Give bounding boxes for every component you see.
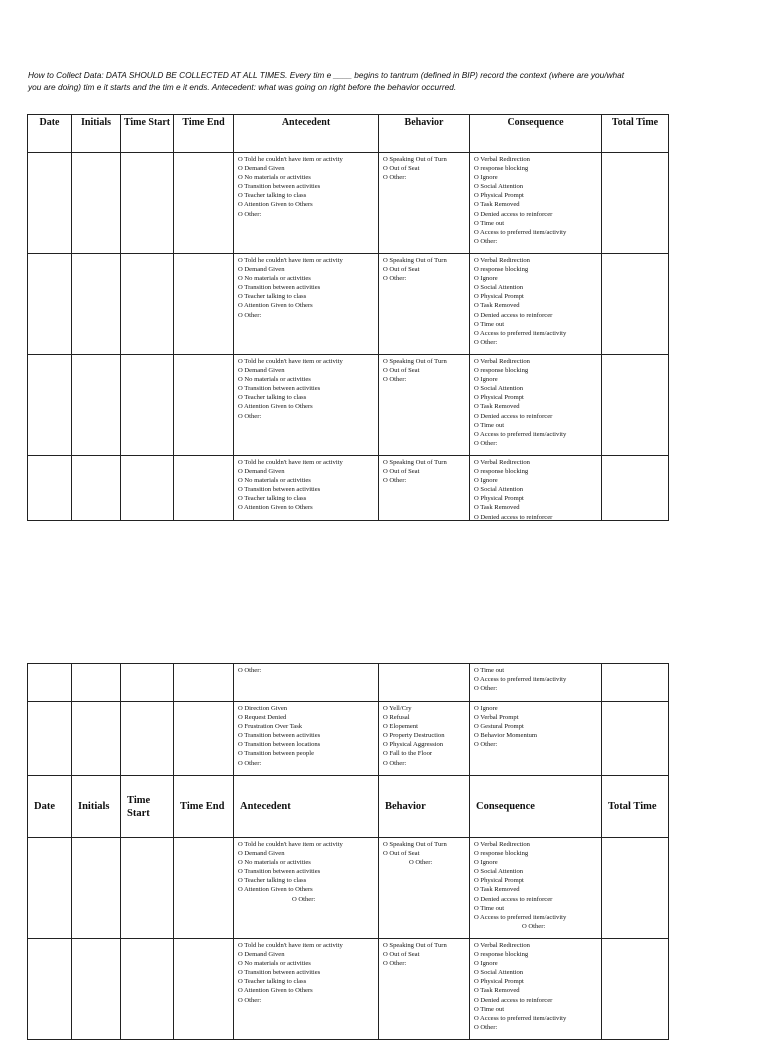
total-time-cell[interactable]: [602, 456, 669, 521]
antecedent-option[interactable]: O Demand Given: [238, 468, 285, 476]
header-consequence: Consequence: [470, 115, 602, 153]
behavior-option[interactable]: O Physical Aggression: [383, 741, 444, 749]
consequence-option[interactable]: O Denied access to reinforcer: [474, 996, 553, 1004]
date-cell[interactable]: [28, 153, 72, 254]
antecedent-option[interactable]: O Attention Given to Others: [238, 403, 313, 411]
behavior-option[interactable]: O Other:: [383, 960, 407, 968]
date-cell[interactable]: [28, 702, 72, 776]
table-row: [28, 355, 669, 456]
consequence-option[interactable]: O Ignore: [474, 705, 498, 712]
header-initials: Initials: [72, 776, 121, 838]
behavior-cell: [379, 939, 470, 1040]
consequence-option[interactable]: O Access to preferred item/activity: [474, 228, 567, 236]
header-time-end: Time End: [174, 776, 234, 838]
data-table-page-1: [27, 114, 669, 521]
consequence-option[interactable]: O Denied access to reinforcer: [474, 412, 553, 420]
behavior-cell: [379, 664, 470, 702]
consequence-option[interactable]: O Task Removed: [474, 201, 520, 209]
table-row: [28, 153, 669, 254]
time-start-cell[interactable]: [121, 838, 174, 939]
antecedent-option[interactable]: O Transition between activities: [238, 486, 321, 494]
consequence-option[interactable]: O response blocking: [474, 850, 529, 858]
consequence-option[interactable]: O Task Removed: [474, 302, 520, 310]
table-row-continued: [28, 664, 669, 702]
consequence-option[interactable]: O Physical Prompt: [474, 293, 524, 301]
behavior-option[interactable]: O Other:: [383, 477, 407, 485]
antecedent-cell: [234, 664, 379, 702]
time-start-cell[interactable]: [121, 939, 174, 1040]
total-time-cell[interactable]: [602, 664, 669, 702]
consequence-option[interactable]: O Gestural Prompt: [474, 723, 524, 731]
consequence-option[interactable]: O Other:: [522, 922, 546, 930]
antecedent-option[interactable]: O No materials or activities: [238, 174, 311, 182]
consequence-option[interactable]: O Time out: [474, 320, 505, 328]
time-end-cell[interactable]: [174, 939, 234, 1040]
consequence-option[interactable]: O Denied access to reinforcer: [474, 311, 553, 319]
behavior-option[interactable]: O Speaking Out of Turn: [383, 257, 447, 264]
behavior-option[interactable]: O Elopement: [383, 723, 418, 731]
header-time-end: Time End: [174, 115, 234, 153]
header-antecedent: Antecedent: [234, 776, 379, 838]
antecedent-option[interactable]: O Transition between activities: [238, 969, 321, 977]
total-time-cell[interactable]: [602, 355, 669, 456]
consequence-cell: [470, 355, 602, 456]
consequence-cell: [470, 939, 602, 1040]
antecedent-option[interactable]: O Transition between people: [238, 750, 315, 758]
time-end-cell[interactable]: [174, 702, 234, 776]
instructions-line-2: you are doing) tim e it starts and the tim e it ends. Antecedent: what was going on right before the behavior occurred.: [28, 82, 457, 92]
consequence-option[interactable]: O Task Removed: [474, 987, 520, 995]
consequence-option[interactable]: O Other:: [474, 1023, 498, 1031]
antecedent-option[interactable]: O Told he couldn't have item or activity: [238, 358, 343, 365]
consequence-option[interactable]: O Task Removed: [474, 504, 520, 512]
consequence-option[interactable]: O Task Removed: [474, 886, 520, 894]
header-initials: Initials: [72, 115, 121, 153]
antecedent-option[interactable]: O Told he couldn't have item or activity: [238, 942, 343, 949]
time-start-cell[interactable]: [121, 254, 174, 355]
antecedent-option[interactable]: O Told he couldn't have item or activity: [238, 156, 343, 163]
behavior-option[interactable]: O Other:: [409, 859, 433, 867]
initials-cell[interactable]: [72, 355, 121, 456]
consequence-option[interactable]: O Other:: [474, 685, 498, 693]
consequence-option[interactable]: O Access to preferred item/activity: [474, 1014, 567, 1022]
initials-cell[interactable]: [72, 702, 121, 776]
header-time-start: Time Start: [121, 115, 174, 153]
consequence-option[interactable]: O Physical Prompt: [474, 394, 524, 402]
consequence-option[interactable]: O Social Attention: [474, 486, 524, 494]
total-time-cell[interactable]: [602, 939, 669, 1040]
antecedent-option[interactable]: O Request Denied: [238, 714, 287, 722]
time-end-cell[interactable]: [174, 456, 234, 521]
total-time-cell[interactable]: [602, 838, 669, 939]
consequence-cell: [470, 664, 602, 702]
antecedent-cell: [234, 153, 379, 254]
antecedent-option[interactable]: O Transition between activities: [238, 284, 321, 292]
behavior-option[interactable]: O Speaking Out of Turn: [383, 459, 447, 466]
consequence-option[interactable]: O Physical Prompt: [474, 978, 524, 986]
antecedent-option[interactable]: O Attention Given to Others: [238, 302, 313, 310]
consequence-option[interactable]: O Ignore: [474, 960, 498, 968]
consequence-option[interactable]: O Social Attention: [474, 183, 524, 191]
consequence-option[interactable]: O Access to preferred item/activity: [474, 913, 567, 921]
behavior-option[interactable]: O Out of Seat: [383, 468, 420, 476]
table-row-alt: [28, 702, 669, 776]
consequence-option[interactable]: O Verbal Redirection: [474, 156, 530, 163]
consequence-option[interactable]: O Verbal Redirection: [474, 942, 530, 949]
consequence-option[interactable]: O Verbal Redirection: [474, 459, 530, 466]
header-date: Date: [28, 776, 72, 838]
table-row: [28, 254, 669, 355]
time-end-cell[interactable]: [174, 153, 234, 254]
consequence-cell: [470, 254, 602, 355]
behavior-cell: [379, 254, 470, 355]
header-total-time: Total Time: [602, 115, 669, 153]
antecedent-option[interactable]: O Told he couldn't have item or activity: [238, 841, 343, 848]
initials-cell[interactable]: [72, 664, 121, 702]
behavior-option[interactable]: O Out of Seat: [383, 367, 420, 375]
header-antecedent: Antecedent: [234, 115, 379, 153]
initials-cell[interactable]: [72, 939, 121, 1040]
antecedent-option[interactable]: O No materials or activities: [238, 376, 311, 384]
behavior-cell: [379, 456, 470, 521]
data-table-page-2: [27, 663, 669, 1040]
consequence-option[interactable]: O Access to preferred item/activity: [474, 430, 567, 438]
total-time-cell[interactable]: [602, 254, 669, 355]
behavior-option[interactable]: O Yell/Cry: [383, 705, 412, 712]
antecedent-cell: [234, 702, 379, 776]
antecedent-option[interactable]: O Demand Given: [238, 951, 285, 959]
antecedent-option[interactable]: O Other:: [238, 412, 262, 420]
total-time-cell[interactable]: [602, 702, 669, 776]
antecedent-option[interactable]: O Told he couldn't have item or activity: [238, 459, 343, 466]
antecedent-option[interactable]: O No materials or activities: [238, 859, 311, 867]
behavior-option[interactable]: O Property Destruction: [383, 732, 445, 740]
initials-cell[interactable]: [72, 838, 121, 939]
header-time-start: Time Start: [121, 776, 174, 838]
consequence-option[interactable]: O Ignore: [474, 275, 498, 283]
instructions: [28, 69, 743, 93]
consequence-option[interactable]: O response blocking: [474, 367, 529, 375]
behavior-option[interactable]: O Speaking Out of Turn: [383, 942, 447, 949]
consequence-option[interactable]: O Time out: [474, 667, 505, 674]
consequence-option[interactable]: O Task Removed: [474, 403, 520, 411]
antecedent-option[interactable]: O Teacher talking to class: [238, 877, 307, 885]
date-cell[interactable]: [28, 939, 72, 1040]
table-row: [28, 838, 669, 939]
consequence-option[interactable]: O Denied access to reinforcer: [474, 210, 553, 218]
date-cell[interactable]: [28, 664, 72, 702]
consequence-option[interactable]: O response blocking: [474, 266, 529, 274]
time-start-cell[interactable]: [121, 456, 174, 521]
antecedent-option[interactable]: O Teacher talking to class: [238, 293, 307, 301]
behavior-option[interactable]: O Refusal: [383, 714, 410, 722]
antecedent-cell: [234, 838, 379, 939]
consequence-cell: [470, 702, 602, 776]
consequence-option[interactable]: O Time out: [474, 421, 505, 429]
antecedent-option[interactable]: O Attention Given to Others: [238, 504, 313, 512]
initials-cell[interactable]: [72, 254, 121, 355]
time-end-cell[interactable]: [174, 355, 234, 456]
antecedent-option[interactable]: O Teacher talking to class: [238, 978, 307, 986]
consequence-option[interactable]: O Physical Prompt: [474, 495, 524, 503]
consequence-option[interactable]: O Time out: [474, 1005, 505, 1013]
antecedent-option[interactable]: O Attention Given to Others: [238, 886, 313, 894]
behavior-cell: [379, 838, 470, 939]
time-start-cell[interactable]: [121, 355, 174, 456]
consequence-cell: [470, 456, 602, 521]
date-cell[interactable]: [28, 254, 72, 355]
antecedent-option[interactable]: O Demand Given: [238, 165, 285, 173]
antecedent-option[interactable]: O Direction Given: [238, 705, 288, 712]
behavior-option[interactable]: O Out of Seat: [383, 951, 420, 959]
consequence-option[interactable]: O Time out: [474, 219, 505, 227]
consequence-option[interactable]: O Other:: [474, 741, 498, 749]
behavior-option[interactable]: O Speaking Out of Turn: [383, 156, 447, 163]
behavior-option[interactable]: O Out of Seat: [383, 165, 420, 173]
behavior-cell: [379, 702, 470, 776]
total-time-cell[interactable]: [602, 153, 669, 254]
antecedent-option[interactable]: O No materials or activities: [238, 477, 311, 485]
consequence-option[interactable]: O Denied access to reinforcer: [474, 895, 553, 903]
consequence-option[interactable]: O Social Attention: [474, 284, 524, 292]
time-start-cell[interactable]: [121, 702, 174, 776]
consequence-option[interactable]: O Other:: [474, 338, 498, 346]
behavior-option[interactable]: O Speaking Out of Turn: [383, 841, 447, 848]
header-behavior: Behavior: [379, 776, 470, 838]
consequence-option[interactable]: O Verbal Redirection: [474, 358, 530, 365]
antecedent-cell: [234, 355, 379, 456]
date-cell[interactable]: [28, 456, 72, 521]
antecedent-option[interactable]: O Demand Given: [238, 367, 285, 375]
time-end-cell[interactable]: [174, 254, 234, 355]
consequence-option[interactable]: O response blocking: [474, 165, 529, 173]
behavior-option[interactable]: O Fall to the Floor: [383, 750, 433, 758]
consequence-option[interactable]: O Ignore: [474, 477, 498, 485]
consequence-option[interactable]: O Verbal Prompt: [474, 714, 519, 722]
antecedent-option[interactable]: O Demand Given: [238, 266, 285, 274]
antecedent-option[interactable]: O Attention Given to Others: [238, 987, 313, 995]
antecedent-option[interactable]: O No materials or activities: [238, 960, 311, 968]
antecedent-option[interactable]: O Other:: [238, 210, 262, 218]
consequence-option[interactable]: O Social Attention: [474, 969, 524, 977]
antecedent-option[interactable]: O Transition between activities: [238, 868, 321, 876]
initials-cell[interactable]: [72, 153, 121, 254]
behavior-option[interactable]: O Out of Seat: [383, 266, 420, 274]
consequence-option[interactable]: O Other:: [474, 237, 498, 245]
antecedent-option[interactable]: O Other:: [292, 895, 316, 903]
antecedent-option[interactable]: O Other:: [238, 667, 262, 674]
antecedent-option[interactable]: O Demand Given: [238, 850, 285, 858]
antecedent-option[interactable]: O Teacher talking to class: [238, 192, 307, 200]
consequence-option[interactable]: O Social Attention: [474, 385, 524, 393]
consequence-option[interactable]: O Denied access to reinforcer: [474, 513, 553, 520]
consequence-option[interactable]: O response blocking: [474, 951, 529, 959]
date-cell[interactable]: [28, 838, 72, 939]
time-start-cell[interactable]: [121, 153, 174, 254]
time-start-cell[interactable]: [121, 664, 174, 702]
antecedent-cell: [234, 254, 379, 355]
antecedent-option[interactable]: O Teacher talking to class: [238, 495, 307, 503]
antecedent-option[interactable]: O Frustration Over Task: [238, 723, 303, 731]
consequence-option[interactable]: O Access to preferred item/activity: [474, 329, 567, 337]
consequence-option[interactable]: O Verbal Redirection: [474, 257, 530, 264]
consequence-option[interactable]: O Other:: [474, 439, 498, 447]
header-total-time: Total Time: [602, 776, 669, 838]
consequence-option[interactable]: O Ignore: [474, 174, 498, 182]
consequence-option[interactable]: O response blocking: [474, 468, 529, 476]
consequence-option[interactable]: O Verbal Redirection: [474, 841, 530, 848]
behavior-option[interactable]: O Out of Seat: [383, 850, 420, 858]
time-end-cell[interactable]: [174, 664, 234, 702]
header-date: Date: [28, 115, 72, 153]
antecedent-option[interactable]: O Transition between locations: [238, 741, 321, 749]
consequence-option[interactable]: O Ignore: [474, 376, 498, 384]
antecedent-option[interactable]: O Told he couldn't have item or activity: [238, 257, 343, 264]
antecedent-option[interactable]: O Other:: [238, 996, 262, 1004]
behavior-cell: [379, 355, 470, 456]
instructions-line-1: How to Collect Data: DATA SHOULD BE COLLECTED AT ALL TIMES. Every tim e ____ begins to tantrum (defined in BIP) record the context (where are you/what: [28, 70, 625, 80]
time-end-cell[interactable]: [174, 838, 234, 939]
initials-cell[interactable]: [72, 456, 121, 521]
header-row: [28, 115, 669, 153]
date-cell[interactable]: [28, 355, 72, 456]
antecedent-cell: [234, 456, 379, 521]
consequence-option[interactable]: O Physical Prompt: [474, 877, 524, 885]
consequence-option[interactable]: O Ignore: [474, 859, 498, 867]
consequence-option[interactable]: O Social Attention: [474, 868, 524, 876]
antecedent-option[interactable]: O Transition between activities: [238, 385, 321, 393]
antecedent-option[interactable]: O Transition between activities: [238, 183, 321, 191]
table-row: [28, 939, 669, 1040]
consequence-cell: [470, 838, 602, 939]
antecedent-option[interactable]: O Other:: [238, 759, 262, 767]
behavior-option[interactable]: O Other:: [383, 759, 407, 767]
antecedent-option[interactable]: O Transition between activities: [238, 732, 321, 740]
antecedent-option[interactable]: O Other:: [238, 311, 262, 319]
header-consequence: Consequence: [470, 776, 602, 838]
antecedent-option[interactable]: O No materials or activities: [238, 275, 311, 283]
behavior-cell: [379, 153, 470, 254]
antecedent-option[interactable]: O Attention Given to Others: [238, 201, 313, 209]
consequence-option[interactable]: O Access to preferred item/activity: [474, 676, 567, 684]
consequence-option[interactable]: O Time out: [474, 904, 505, 912]
table-row: [28, 456, 669, 521]
consequence-option[interactable]: O Physical Prompt: [474, 192, 524, 200]
antecedent-cell: [234, 939, 379, 1040]
header-behavior: Behavior: [379, 115, 470, 153]
behavior-option[interactable]: O Other:: [383, 275, 407, 283]
antecedent-option[interactable]: O Teacher talking to class: [238, 394, 307, 402]
behavior-option[interactable]: O Other:: [383, 174, 407, 182]
behavior-option[interactable]: O Speaking Out of Turn: [383, 358, 447, 365]
header-row: [28, 776, 669, 838]
consequence-cell: [470, 153, 602, 254]
behavior-option[interactable]: O Other:: [383, 376, 407, 384]
consequence-option[interactable]: O Behavior Momentum: [474, 732, 537, 740]
